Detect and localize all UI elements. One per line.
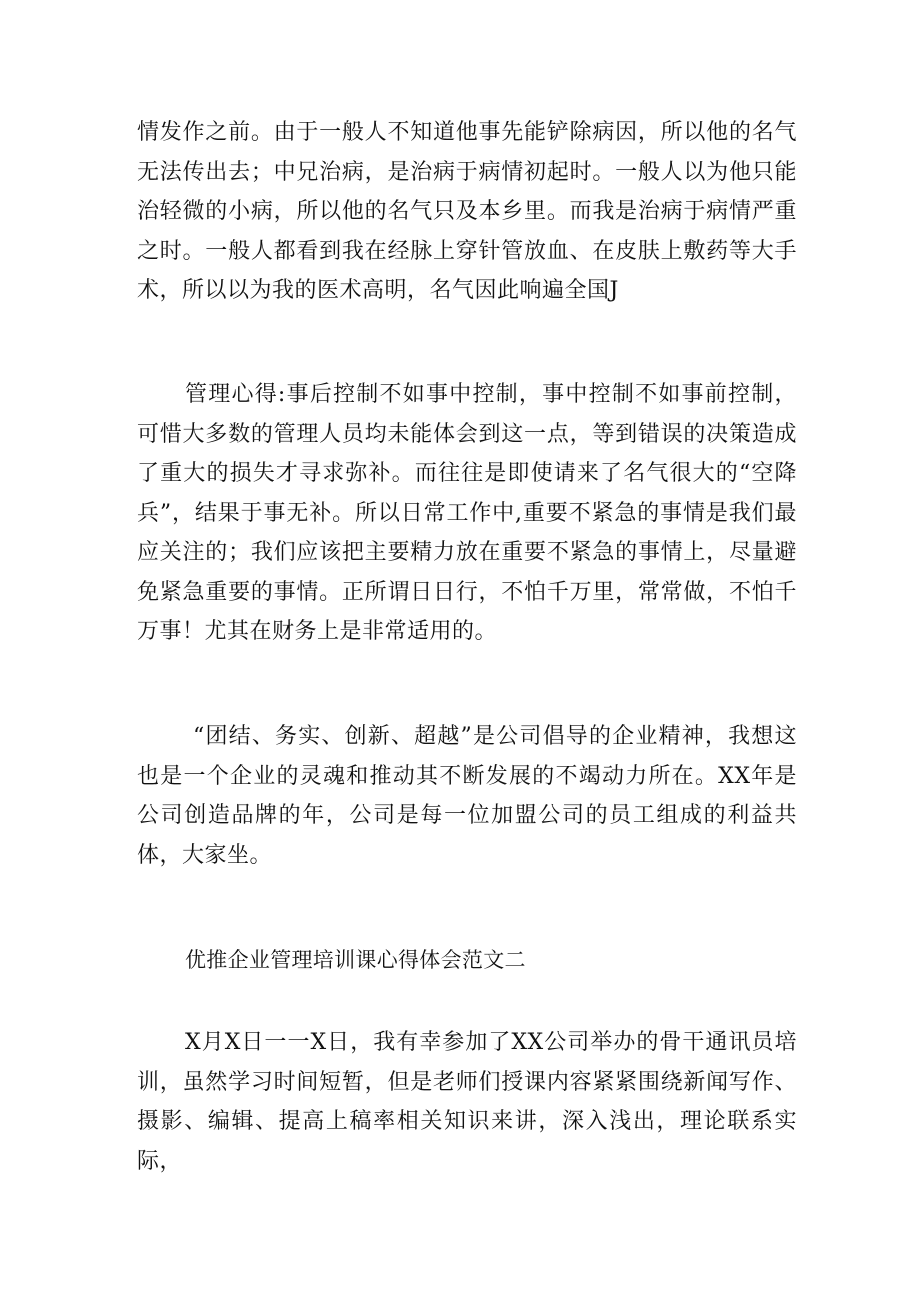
section-heading: 优推企业管理培训课心得体会范文二	[185, 948, 526, 972]
paragraph-3: “团结、务实、创新、超越”是公司倡导的企业精神，我想这也是一个企业的灵魂和推动其不断发展的不竭动力所在。XX年是公司创造品牌的年，公司是每一位加盟公司的员工组成的利益共体，大家坐。	[137, 724, 797, 868]
paragraph-4: X月X日一一X日，我有幸参加了XX公司举办的骨干通讯员培训，虽然学习时间短暂，但是老师们授课内容紧紧围绕新闻写作、摄影、编辑、提高上稿率相关知识来讲，深入浅出，理论联系实际，	[137, 1030, 797, 1174]
paragraph-2: 管理心得:事后控制不如事中控制，事中控制不如事前控制，可惜大多数的管理人员均未能体会到这一点，等到错误的决策造成了重大的损失才寻求弥补。而往往是即使请来了名气很大的“空降兵”，结果于事无补。所以日常工作中,重要不紧急的事情是我们最应关注的；我们应该把主要精力放在重要不紧急的事情上，尽量避免紧急重要的事情。正所谓日日行，不怕千万里，常常做，不怕千万事！尤其在财务上是非常适用的。	[137, 382, 797, 644]
paragraph-1: 情发作之前。由于一般人不知道他事先能铲除病因，所以他的名气无法传出去；中兄治病，是治病于病情初起时。一般人以为他只能治轻微的小病，所以他的名气只及本乡里。而我是治病于病情严重之时。一般人都看到我在经脉上穿针管放血、在皮肤上敷药等大手术，所以以为我的医术高明，名气因此响遍全国J	[137, 120, 797, 303]
